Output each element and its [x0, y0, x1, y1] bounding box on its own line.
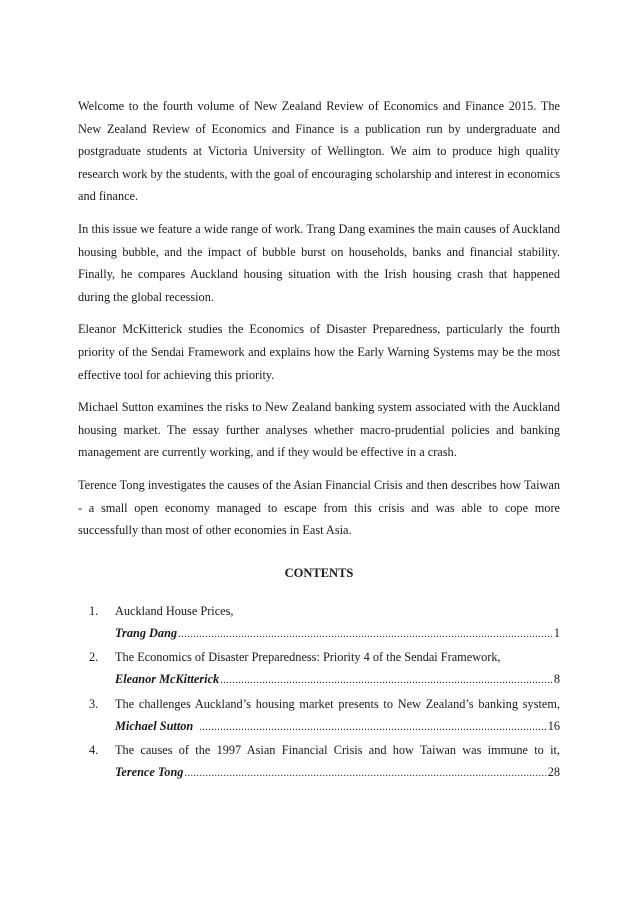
intro-paragraph-eleanor-mckitterick: Eleanor McKitterick studies the Economics of Disaster Preparedness, particularly the fourth priority of the Sendai Framework and explains how the Early Warning Systems may be the most effective tool for achieving this priority. [78, 322, 560, 382]
toc-dot-leader [199, 717, 546, 739]
toc-entry-page-number: 8 [553, 672, 560, 687]
toc-entry-3[interactable] [78, 693, 560, 739]
toc-entry-author: Michael Sutton [115, 718, 194, 733]
toc-entry-number: 1. [89, 603, 99, 618]
toc-dot-leader [220, 670, 553, 692]
toc-entry-page-number: 1 [553, 625, 560, 640]
toc-entry-author: Terence Tong [115, 765, 184, 780]
toc-entry-title: The challenges Auckland’s housing market presents to New Zealand’s banking system, [115, 696, 560, 711]
intro-paragraph-michael-sutton: Michael Sutton examines the risks to New Zealand banking system associated with the Auckland housing market. The essay further analyses whether macro-prudential policies and banking management are currently working, and if they would be effective in a crash. [78, 400, 560, 460]
toc-entry-number: 2. [89, 650, 99, 665]
toc-entry-4[interactable] [78, 739, 560, 785]
toc-entry-page-number: 28 [547, 765, 560, 780]
toc-dot-leader [178, 624, 553, 646]
toc-entry-2[interactable] [78, 646, 560, 692]
intro-paragraph-welcome: Welcome to the fourth volume of New Zealand Review of Economics and Finance 2015. The New Zealand Review of Economics and Finance is a publication run by undergraduate and postgraduate students at Victoria University of Wellington. We aim to produce high quality research work by the students, with the goal of encouraging scholarship and interest in economics and finance. [78, 99, 560, 204]
table-of-contents [78, 600, 560, 786]
toc-entry-author-line [115, 622, 560, 646]
page-content [78, 95, 560, 785]
contents-heading: CONTENTS [284, 565, 354, 580]
toc-entry-author-line [115, 668, 560, 692]
toc-entry-title: Auckland House Prices, [115, 603, 234, 618]
toc-entry-number: 3. [89, 696, 99, 711]
toc-entry-title: The Economics of Disaster Preparedness: Priority 4 of the Sendai Framework, [115, 650, 501, 665]
toc-entry-number: 4. [89, 742, 99, 757]
toc-entry-title: The causes of the 1997 Asian Financial Crisis and how Taiwan was immune to it, [115, 742, 560, 757]
intro-paragraph-terence-tong: Terence Tong investigates the causes of the Asian Financial Crisis and then describes how Taiwan - a small open economy managed to escape from this crisis and was able to cope more successfully than most of other economies in East Asia. [78, 477, 560, 538]
toc-entry-1[interactable] [78, 600, 560, 646]
toc-dot-leader [184, 763, 546, 785]
toc-entry-author-line [115, 761, 560, 785]
toc-entry-author-line [115, 715, 560, 739]
toc-entry-author: Eleanor McKitterick [115, 672, 220, 687]
toc-entry-page-number: 16 [547, 718, 560, 733]
toc-entry-author: Trang Dang [115, 625, 178, 640]
intro-paragraph-trang-dang: In this issue we feature a wide range of work. Trang Dang examines the main causes of Auckland housing bubble, and the impact of bubble burst on households, banks and financial stability. Finally, he compares Auckland housing situation with the Irish housing crash that happened during the global recession. [78, 221, 560, 304]
